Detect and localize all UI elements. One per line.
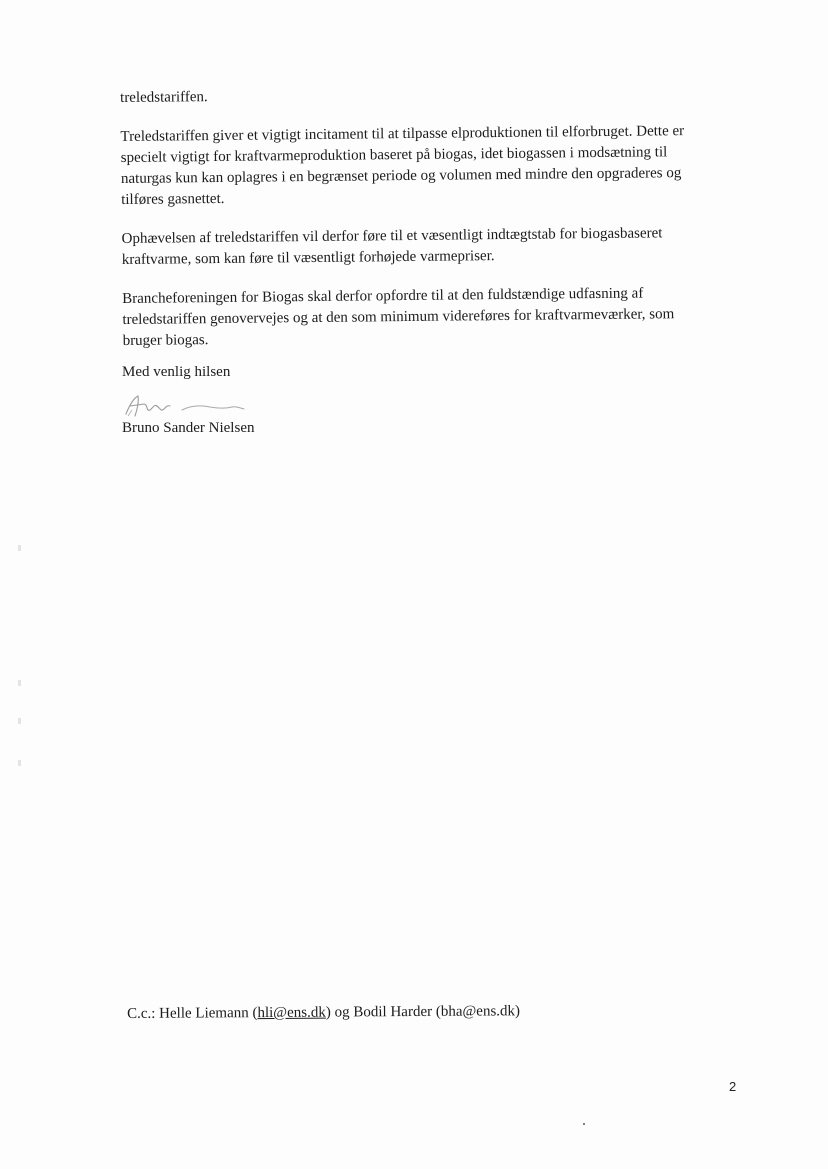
margin-scan-mark — [18, 760, 21, 766]
scan-speck — [583, 1123, 585, 1125]
paragraph-request: Brancheforeningen for Biogas skal derfor opfordre til at den fuldstændige udfasning af treledstariffen genovervejes og at den som minimum videreføres for kraftvarmeværker, som bruger biogas. — [122, 285, 675, 349]
cc-remainder: ) og Bodil Harder (bha@ens.dk) — [325, 1003, 521, 1021]
cc-email-link[interactable]: hli@ens.dk — [257, 1004, 326, 1022]
margin-scan-mark — [18, 680, 21, 686]
signer-name: Bruno Sander Nielsen — [122, 420, 255, 436]
letter-body — [120, 82, 733, 370]
paragraph-revenue-loss: Ophævelsen af treledstariffen vil derfor føre til et væsentligt indtægtstab for biogasbaseret kraftvarme, som kan føre til væsentligt forhøjede varmepriser. — [121, 225, 663, 268]
cc-line — [127, 1001, 520, 1025]
cc-prefix: C.c.: Helle Liemann ( — [127, 1005, 258, 1022]
page-number: 2 — [729, 1079, 737, 1094]
margin-scan-mark — [18, 718, 21, 724]
margin-scan-mark — [18, 545, 21, 551]
handwritten-signature — [120, 390, 250, 420]
paragraph-continuation: treledstariffen. — [120, 89, 208, 106]
paragraph-incentive: Treledstariffen giver et vigtigt incitament til at tilpasse elproduktionen til elforbruget. Dette er specielt vigtigt for kraftvarmeproduktion baseret på biogas, idet biogassen i modsætning til naturgas kun kan oplagres i en begrænset periode og volumen med mindre den opgraderes og tilføres gasnettet. — [120, 123, 685, 208]
closing-salutation: Med venlig hilsen — [122, 364, 231, 380]
